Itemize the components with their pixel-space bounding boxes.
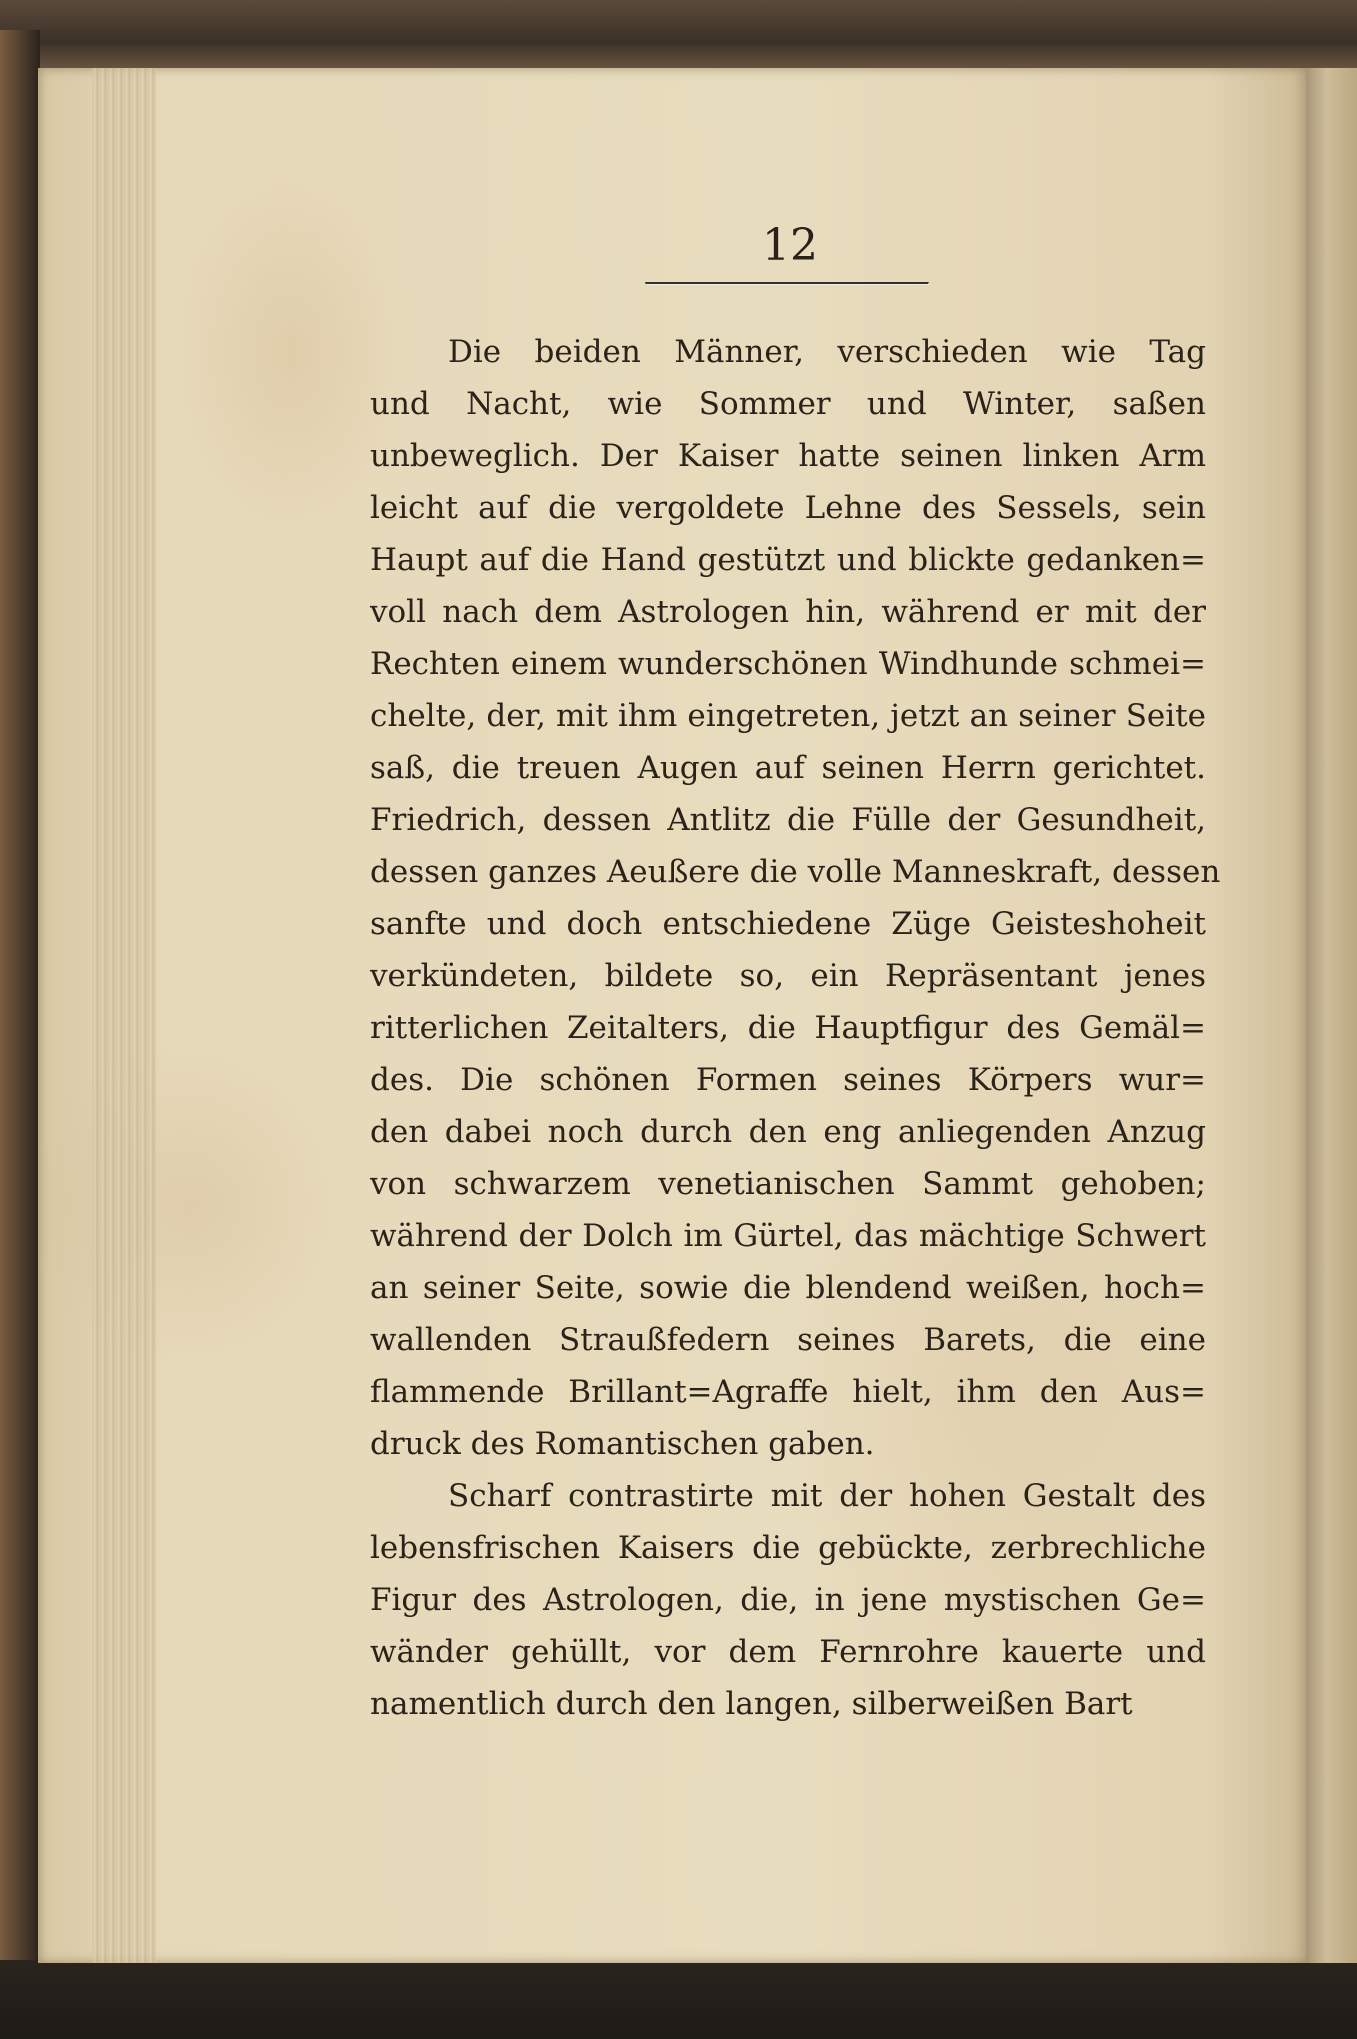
- paragraph: [370, 1470, 1206, 1730]
- text-line: und Nacht, wie Sommer und Winter, saßen: [370, 386, 1206, 422]
- text-line: flammende Brillant=Agraffe hielt, ihm den Aus=: [370, 1374, 1206, 1410]
- text-line: Rechten einem wunderschönen Windhunde schmei=: [370, 646, 1206, 682]
- text-line: unbeweglich. Der Kaiser hatte seinen linken Arm: [370, 438, 1206, 474]
- book-cover-top: [0, 0, 1357, 70]
- text-line: Friedrich, dessen Antlitz die Fülle der Gesundheit,: [370, 802, 1206, 838]
- header-rule: [645, 282, 929, 285]
- text-line: sanfte und doch entschiedene Züge Geisteshoheit: [370, 906, 1206, 942]
- text-line: leicht auf die vergoldete Lehne des Sessels, sein: [370, 490, 1206, 526]
- text-line: lebensfrischen Kaisers die gebückte, zerbrechliche: [370, 1530, 1206, 1566]
- text-line: ritterlichen Zeitalters, die Hauptfigur des Gemäl=: [370, 1010, 1206, 1046]
- text-line: Scharf contrastirte mit der hohen Gestalt des: [448, 1478, 1206, 1514]
- text-line: saß, die treuen Augen auf seinen Herrn gerichtet.: [370, 750, 1206, 786]
- text-line: druck des Romantischen gaben.: [370, 1426, 875, 1462]
- text-line: Die beiden Männer, verschieden wie Tag: [448, 334, 1206, 370]
- text-line: während der Dolch im Gürtel, das mächtige Schwert: [370, 1218, 1206, 1254]
- text-line: Figur des Astrologen, die, in jene mystischen Ge=: [370, 1582, 1206, 1618]
- text-line: voll nach dem Astrologen hin, während er mit der: [370, 594, 1206, 630]
- book-cover-left: [0, 30, 40, 2010]
- page-number: 12: [762, 220, 818, 271]
- text-line: chelte, der, mit ihm eingetreten, jetzt an seiner Seite: [370, 698, 1206, 734]
- text-line: dessen ganzes Aeußere die volle Manneskraft, dessen: [370, 854, 1221, 890]
- page-edges: [92, 68, 156, 1963]
- text-line: wänder gehüllt, vor dem Fernrohre kauerte und: [370, 1634, 1206, 1670]
- text-line: Haupt auf die Hand gestützt und blickte gedanken=: [370, 542, 1206, 578]
- text-line: von schwarzem venetianischen Sammt gehoben;: [370, 1166, 1206, 1202]
- next-page-edge: [1306, 68, 1357, 1963]
- text-line: namentlich durch den langen, silberweißen Bart: [370, 1686, 1133, 1722]
- text-line: wallenden Straußfedern seines Barets, die eine: [370, 1322, 1206, 1358]
- text-line: an seiner Seite, sowie die blendend weißen, hoch=: [370, 1270, 1206, 1306]
- paragraph: [370, 326, 1221, 1470]
- text-line: den dabei noch durch den eng anliegenden Anzug: [370, 1114, 1206, 1150]
- text-line: verkündeten, bildete so, ein Repräsentant jenes: [370, 958, 1206, 994]
- book-cover-bottom: [0, 1960, 1357, 2039]
- body-text: [370, 326, 1221, 1730]
- text-line: des. Die schönen Formen seines Körpers wur=: [370, 1062, 1206, 1098]
